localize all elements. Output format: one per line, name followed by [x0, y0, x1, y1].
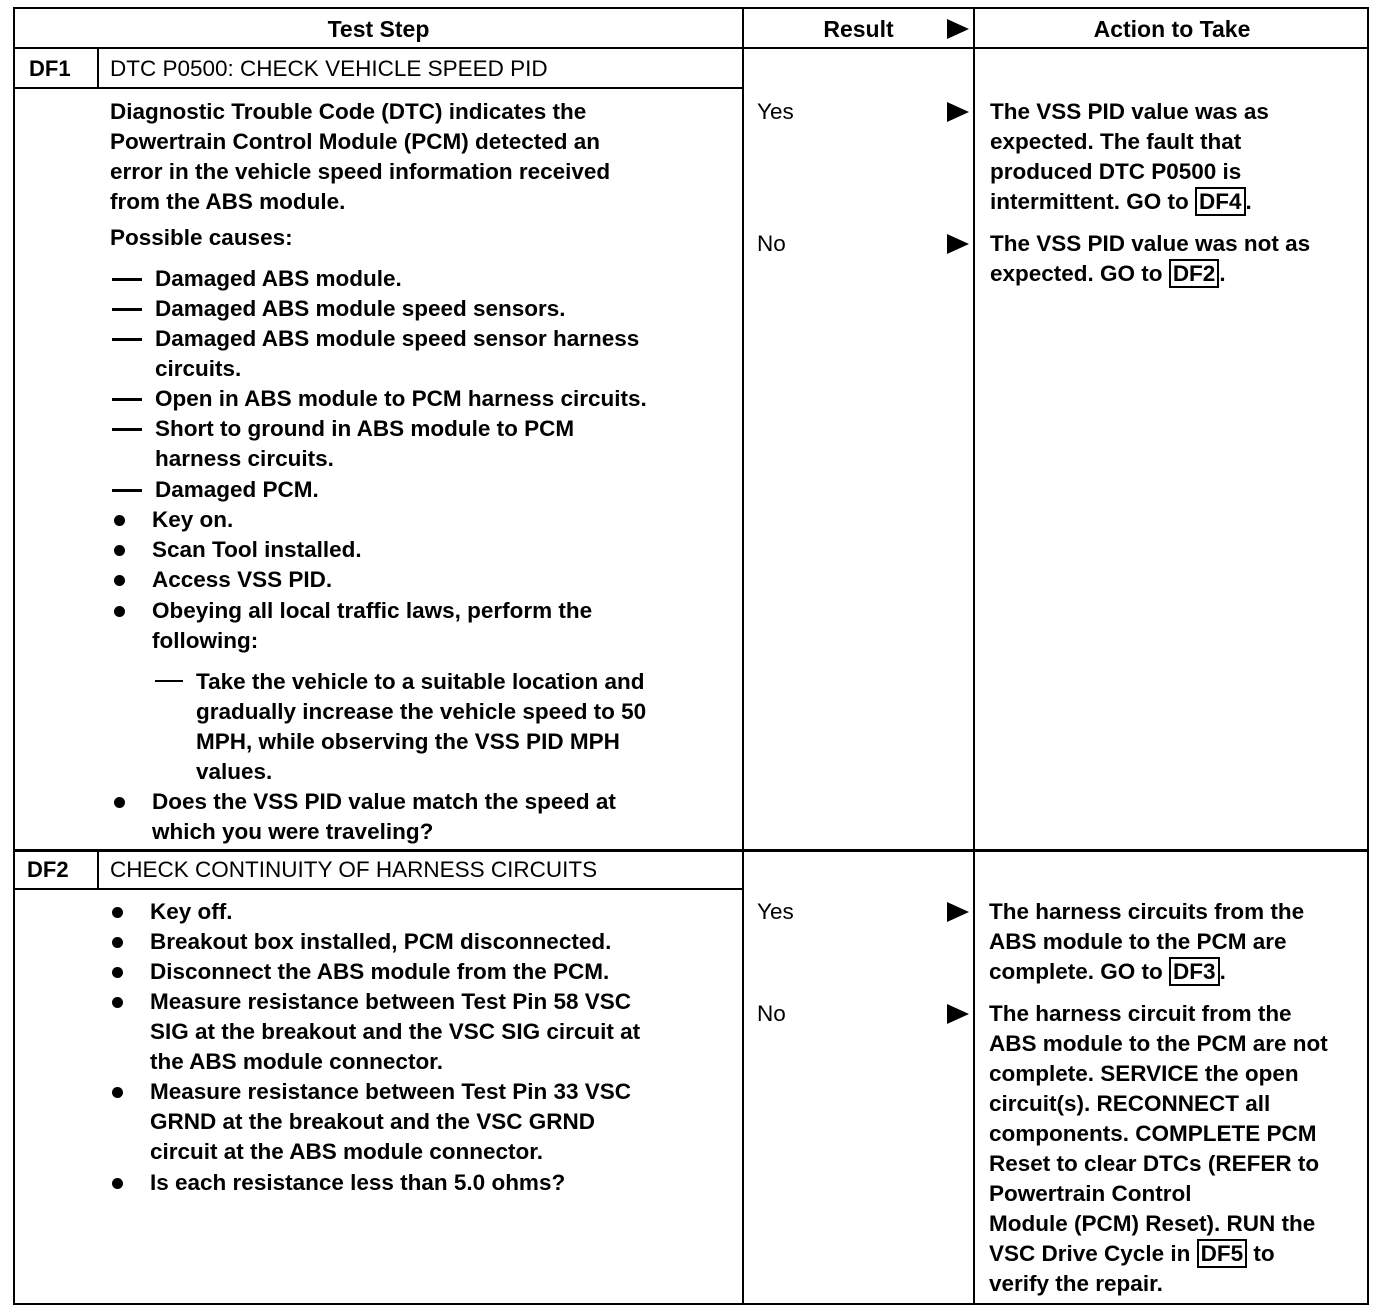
question-line: Is each resistance less than 5.0 ohms?	[150, 1170, 566, 1195]
action-line	[989, 1239, 1275, 1269]
dash-marker	[155, 680, 183, 682]
ref-df3-link[interactable]: DF3	[1169, 957, 1220, 986]
causes-label: Possible causes:	[110, 225, 293, 250]
dash-marker	[112, 489, 142, 492]
result-yes: Yes	[757, 899, 794, 924]
df1-title-divider	[15, 87, 744, 89]
header-result: Result	[823, 16, 894, 42]
arrow-icon	[947, 902, 969, 922]
action-line: ABS module to the PCM are not	[989, 1031, 1328, 1056]
ref-df2-link[interactable]: DF2	[1169, 259, 1220, 288]
result-no: No	[757, 1001, 786, 1026]
step-id: DF2	[27, 857, 69, 882]
step-item: Key off.	[150, 899, 233, 924]
step-item: GRND at the breakout and the VSC GRND	[150, 1109, 596, 1134]
action-line: The VSS PID value was as	[990, 99, 1269, 124]
dash-marker	[112, 338, 142, 341]
action-line: expected. GO to DF2 .	[990, 261, 1226, 286]
bullet-icon	[112, 907, 123, 918]
ref-df5-link[interactable]: DF5	[1197, 1239, 1248, 1268]
step-item: Measure resistance between Test Pin 58 VSC	[150, 989, 632, 1014]
result-no: No	[757, 231, 786, 256]
action-line: intermittent. GO to DF4 .	[990, 189, 1252, 214]
action-line: verify the repair.	[989, 1271, 1163, 1296]
step-item: Access VSS PID.	[152, 567, 333, 592]
cause-item: circuits.	[155, 356, 242, 381]
action-line: The harness circuits from the	[989, 899, 1305, 924]
dash-marker	[112, 428, 142, 431]
action-line: Module (PCM) Reset). RUN the	[989, 1211, 1316, 1236]
action-line: expected. The fault that	[990, 129, 1242, 154]
arrow-icon	[947, 234, 969, 254]
dash-marker	[112, 278, 142, 281]
action-line: circuit(s). RECONNECT all	[989, 1091, 1271, 1116]
intro-line: from the ABS module.	[110, 189, 346, 214]
df1-id-divider	[97, 47, 99, 89]
step-item: Measure resistance between Test Pin 33 VSC	[150, 1079, 632, 1104]
step-id: DF1	[29, 56, 71, 81]
cause-item: Open in ABS module to PCM harness circuits.	[155, 386, 647, 411]
question-line: Does the VSS PID value match the speed at	[152, 789, 616, 814]
dash-marker	[112, 398, 142, 401]
step-item: Disconnect the ABS module from the PCM.	[150, 959, 610, 984]
question-line: which you were traveling?	[152, 819, 434, 844]
df2-section-divider	[15, 849, 1369, 852]
step-item: Obeying all local traffic laws, perform the	[152, 598, 593, 623]
bullet-icon	[114, 606, 125, 617]
action-line: components. COMPLETE PCM	[989, 1121, 1317, 1146]
step-item: the ABS module connector.	[150, 1049, 443, 1074]
bullet-icon	[112, 1178, 123, 1189]
header-action: Action to Take	[1093, 16, 1251, 42]
cause-item: Damaged ABS module speed sensor harness	[155, 326, 640, 351]
step-item: Key on.	[152, 507, 234, 532]
ref-df4-link[interactable]: DF4	[1195, 187, 1246, 216]
action-line: The harness circuit from the	[989, 1001, 1292, 1026]
action-line: complete. SERVICE the open	[989, 1061, 1299, 1086]
step-item: Scan Tool installed.	[152, 537, 362, 562]
bullet-icon	[114, 515, 125, 526]
arrow-icon	[947, 102, 969, 122]
dash-marker	[112, 308, 142, 311]
header-arrow-icon	[947, 19, 969, 39]
action-line: complete. GO to DF3 .	[989, 959, 1226, 984]
bullet-icon	[114, 575, 125, 586]
action-text: expected. GO to	[990, 261, 1163, 286]
substep-line: values.	[196, 759, 273, 784]
action-text: VSC Drive Cycle in	[989, 1241, 1191, 1266]
step-item: Breakout box installed, PCM disconnected.	[150, 929, 612, 954]
intro-line: Powertrain Control Module (PCM) detected an	[110, 129, 601, 154]
action-text: complete. GO to	[989, 959, 1163, 984]
action-line: Reset to clear DTCs (REFER to	[989, 1151, 1320, 1176]
cause-item: Short to ground in ABS module to PCM	[155, 416, 575, 441]
diagnostic-table	[13, 7, 1369, 1305]
bullet-icon	[114, 545, 125, 556]
action-line: ABS module to the PCM are	[989, 929, 1287, 954]
result-yes: Yes	[757, 99, 794, 124]
intro-line: Diagnostic Trouble Code (DTC) indicates the	[110, 99, 587, 124]
intro-line: error in the vehicle speed information received	[110, 159, 611, 184]
substep-line: gradually increase the vehicle speed to 50	[196, 699, 647, 724]
column-divider	[973, 9, 975, 1305]
substep-line: MPH, while observing the VSS PID MPH	[196, 729, 620, 754]
step-item: circuit at the ABS module connector.	[150, 1139, 543, 1164]
action-line: Powertrain Control	[989, 1181, 1192, 1206]
bullet-icon	[112, 937, 123, 948]
action-line: produced DTC P0500 is	[990, 159, 1242, 184]
arrow-icon	[947, 1004, 969, 1024]
header-test-step: Test Step	[327, 16, 430, 42]
cause-item: Damaged ABS module.	[155, 266, 402, 291]
step-title: DTC P0500: CHECK VEHICLE SPEED PID	[110, 56, 548, 81]
step-title: CHECK CONTINUITY OF HARNESS CIRCUITS	[110, 857, 598, 882]
bullet-icon	[112, 967, 123, 978]
substep-line: Take the vehicle to a suitable location and	[196, 669, 645, 694]
cause-item: harness circuits.	[155, 446, 334, 471]
step-item: SIG at the breakout and the VSC SIG circuit at	[150, 1019, 641, 1044]
df2-id-divider	[97, 849, 99, 890]
column-divider	[742, 9, 744, 1305]
bullet-icon	[114, 797, 125, 808]
action-text: intermittent. GO to	[990, 189, 1189, 214]
bullet-icon	[112, 997, 123, 1008]
action-text: to	[1253, 1241, 1275, 1266]
bullet-icon	[112, 1087, 123, 1098]
step-item: following:	[152, 628, 259, 653]
action-line: The VSS PID value was not as	[990, 231, 1311, 256]
df2-title-divider	[15, 888, 744, 890]
cause-item: Damaged PCM.	[155, 477, 319, 502]
cause-item: Damaged ABS module speed sensors.	[155, 296, 566, 321]
